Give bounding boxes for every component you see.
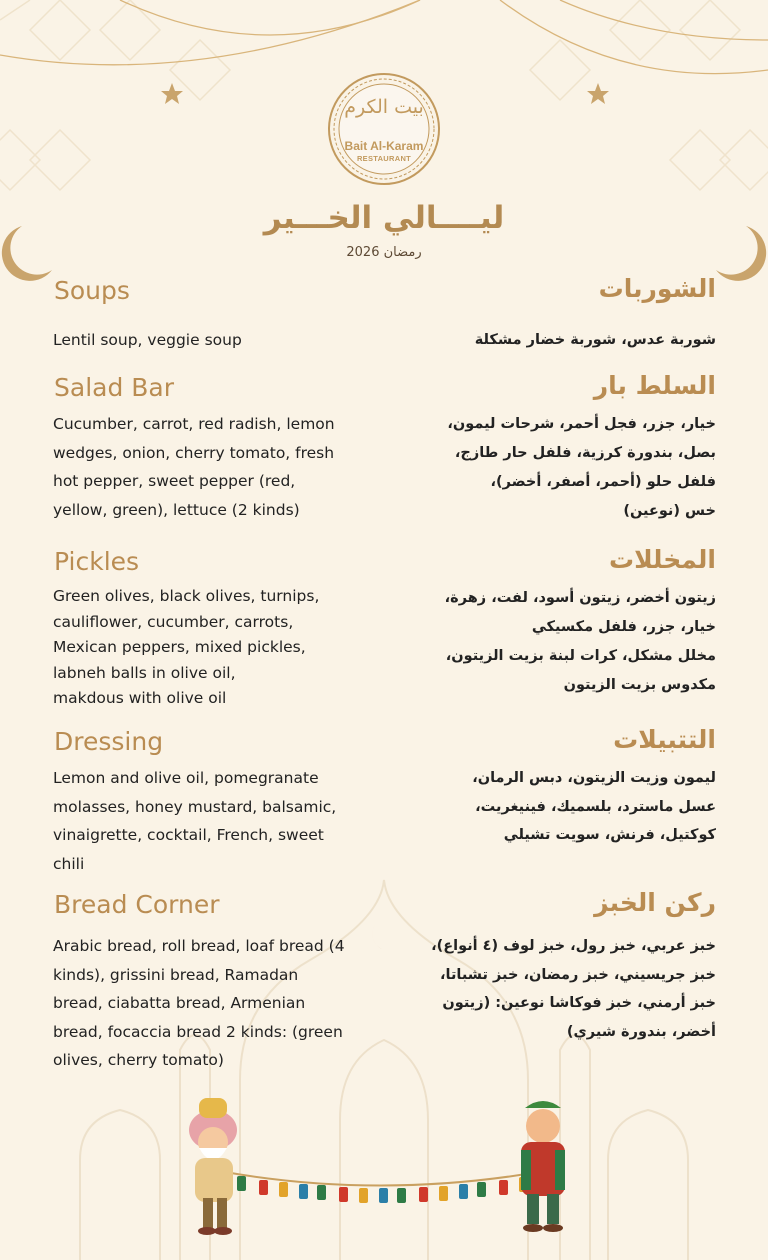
page-title: ليــــالي الخـــير	[263, 200, 505, 236]
menu-line-ar: خبز أرمني، خبز فوكاشا نوعين: (زيتون	[442, 995, 716, 1011]
section-title-soups: Soups	[54, 276, 130, 305]
menu-line-ar: عسل ماسترد، بلسميك، فينيغريت،	[475, 798, 716, 815]
section-body-pickles	[53, 584, 353, 712]
menu-line-ar: خبز جريسيني، خبز رمضان، خبز تشباتا،	[440, 966, 716, 983]
section-body-dressing	[53, 764, 353, 878]
section-title-bread-corner: Bread Corner	[54, 890, 220, 919]
menu-line: cauliflower, cucumber, carrots,	[53, 612, 294, 631]
menu-line: molasses, honey mustard, balsamic,	[53, 797, 337, 816]
logo-ornament	[327, 72, 441, 186]
menu-line: Mexican peppers, mixed pickles,	[53, 638, 306, 656]
left-character	[189, 1098, 237, 1235]
section-title-salad-bar-ar: السلط بار	[593, 371, 716, 400]
menu-line: bread, focaccia bread 2 kinds: (green	[53, 1022, 343, 1041]
menu-line: bread, ciabatta bread, Armenian	[53, 994, 306, 1012]
section-body-bread-corner	[53, 932, 353, 1075]
menu-line: Green olives, black olives, turnips,	[53, 587, 320, 605]
menu-line-ar: ليمون وزيت الزيتون، دبس الرمان،	[472, 770, 716, 786]
section-body-salad-bar	[53, 410, 353, 524]
section-title-pickles: Pickles	[54, 547, 140, 576]
menu-line: kinds), grissini bread, Ramadan	[53, 965, 299, 984]
section-title-pickles-ar: المخللات	[608, 545, 716, 574]
section-title-soups-ar: الشوربات	[598, 274, 716, 303]
menu-line: makdous with olive oil	[53, 689, 227, 707]
menu-line: labneh balls in olive oil,	[53, 663, 236, 682]
menu-line: Lemon and olive oil, pomegranate	[53, 769, 319, 787]
section-body-soups	[53, 329, 353, 351]
menu-line: hot pepper, sweet pepper (red,	[53, 472, 296, 490]
right-character	[521, 1101, 565, 1232]
ramadan-characters-illustration	[175, 1090, 595, 1240]
section-title-dressing: Dressing	[54, 727, 164, 756]
section-body-salad-bar-ar	[426, 410, 716, 526]
menu-line: chili	[53, 854, 85, 873]
section-title-bread-corner-ar: ركن الخبز	[594, 888, 716, 917]
menu-line: olives, cherry tomato)	[53, 1051, 224, 1069]
menu-line-ar: خيار، جزر، فلفل مكسيكي	[531, 619, 716, 635]
section-body-dressing-ar	[426, 764, 716, 850]
menu-line: Cucumber, carrot, red radish, lemon	[53, 415, 335, 433]
menu-line-ar: خبز عربي، خبز رول، خبز لوف (٤ أنواع)،	[431, 938, 716, 954]
menu-line-ar: مخلل مشكل، كرات لبنة بزيت الزيتون،	[445, 648, 716, 664]
menu-line-ar: كوكتيل، فرنش، سويت تشيلي	[503, 827, 716, 843]
menu-line: Arabic bread, roll bread, loaf bread (4	[53, 937, 345, 955]
menu-line-ar: أخضر، بندورة شيري)	[566, 1023, 716, 1040]
menu-line: vinaigrette, cocktail, French, sweet	[53, 826, 324, 844]
menu-line: wedges, onion, cherry tomato, fresh	[53, 443, 335, 462]
section-title-salad-bar: Salad Bar	[54, 373, 175, 402]
section-body-pickles-ar	[426, 584, 716, 700]
menu-line-ar: فلفل حلو (أحمر، أصفر، أخضر)،	[490, 474, 716, 490]
menu-line: yellow, green), lettuce (2 kinds)	[53, 500, 300, 519]
section-body-bread-corner-ar	[426, 932, 716, 1046]
menu-line-ar: شوربة عدس، شوربة خضار مشكلة	[474, 332, 716, 348]
logo-name-arabic: بيت الكرم	[344, 96, 424, 118]
menu-line-ar: خيار، جزر، فجل أحمر، شرحات ليمون،	[447, 416, 716, 432]
section-title-dressing-ar: التتبيلات	[613, 725, 716, 754]
restaurant-logo	[327, 72, 441, 186]
page-subtitle: رمضان 2026	[346, 245, 422, 260]
menu-line: Lentil soup, veggie soup	[53, 331, 242, 349]
menu-line-ar: مكدوس بزيت الزيتون	[563, 677, 716, 693]
menu-line-ar: زيتون أخضر، زيتون أسود، لفت، زهرة،	[444, 590, 716, 606]
logo-name-english: Bait Al-Karam	[344, 139, 424, 153]
logo-subtitle: RESTAURANT	[356, 154, 412, 163]
menu-line-ar: خس (نوعين)	[623, 503, 716, 519]
menu-line-ar: بصل، بندورة كرزية، فلفل حار طازج،	[454, 445, 716, 461]
section-body-soups-ar	[426, 329, 716, 351]
